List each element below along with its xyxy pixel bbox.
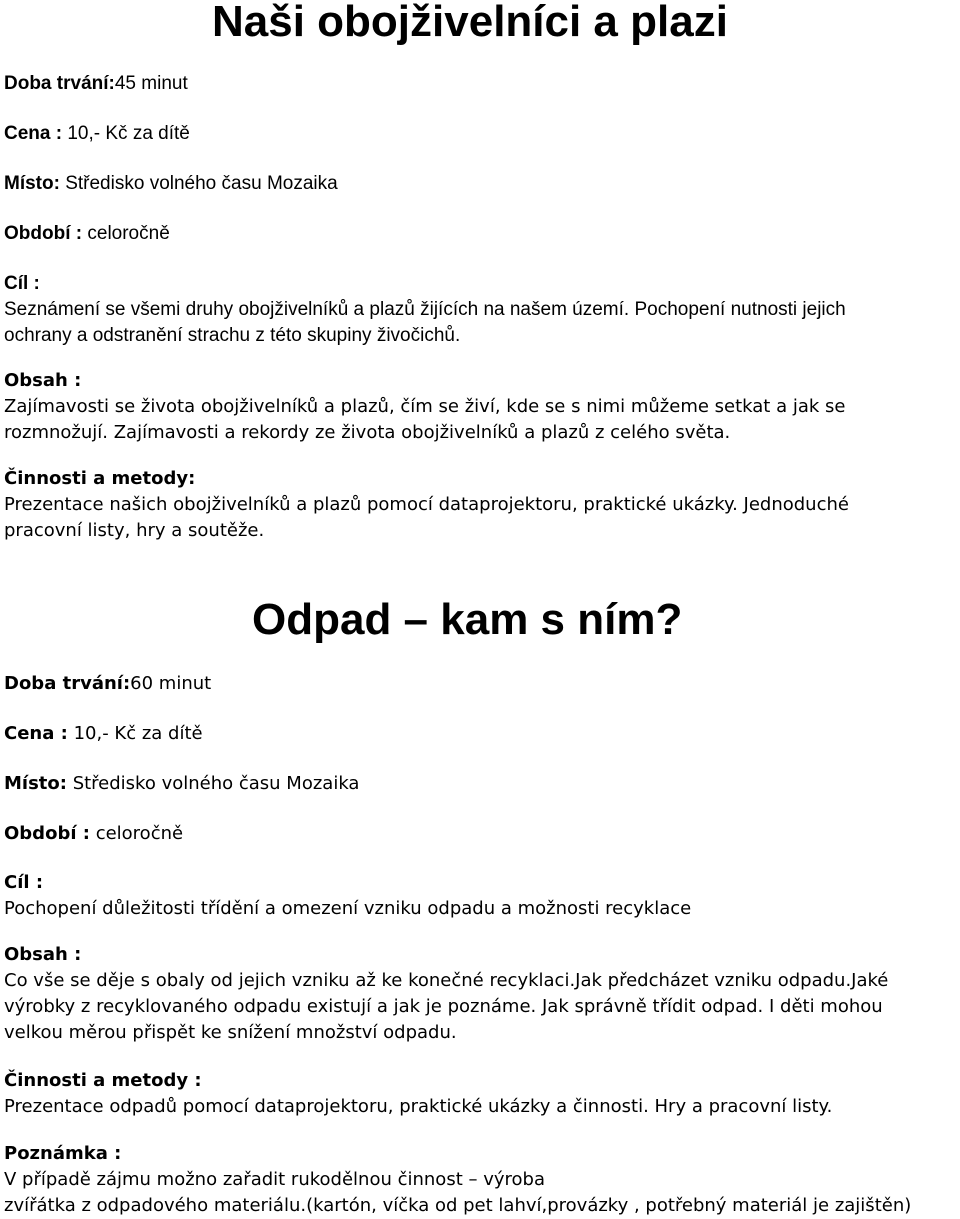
period-value: celoročně (82, 223, 170, 244)
place-row (4, 171, 338, 197)
duration-label: Doba trvání: (4, 73, 115, 94)
note-line: zvířátka z odpadového materiálu.(kartón, víčka od pet lahví,provázky , potřebný materiál je zajištěn) (4, 1195, 912, 1216)
price-row (4, 721, 203, 747)
goal-line: ochrany a odstranění strachu z této skupiny živočichů. (4, 325, 461, 346)
goal-block (4, 271, 960, 349)
goal-label: Cíl : (4, 872, 44, 893)
content-line: Co vše se děje s obaly od jejich vzniku až ke konečné recyklaci.Jak předcházet vzniku odpadu.Jaké (4, 970, 889, 991)
duration-value: 60 minut (130, 673, 212, 694)
content-label: Obsah : (4, 944, 82, 965)
content-line: Zajímavosti se života obojživelníků a plazů, čím se živí, kde se s nimi můžeme setkat a jak se (4, 396, 846, 417)
note-line: V případě zájmu možno zařadit rukodělnou činnost – výroba (4, 1169, 545, 1190)
period-label: Období : (4, 823, 90, 844)
goal-label: Cíl : (4, 273, 40, 294)
price-label: Cena : (4, 723, 68, 744)
period-row (4, 821, 183, 847)
place-row (4, 771, 359, 797)
page-title-waste: Odpad – kam s ním? (252, 595, 683, 644)
place-value: Středisko volného času Mozaika (59, 173, 338, 194)
content-label: Obsah : (4, 370, 82, 391)
price-value: 10,- Kč za dítě (67, 723, 203, 744)
goal-line: Pochopení důležitosti třídění a omezení vzniku odpadu a možnosti recyklace (4, 898, 692, 919)
activities-label: Činnosti a metody: (4, 468, 196, 489)
place-label: Místo: (4, 773, 67, 794)
duration-value: 45 minut (114, 73, 188, 94)
content-block (4, 942, 960, 1046)
content-block (4, 368, 960, 446)
price-value: 10,- Kč za dítě (62, 123, 190, 144)
content-line: velkou měrou přispět ke snížení množství odpadu. (4, 1022, 457, 1043)
goal-block (4, 870, 960, 922)
page-title-amphibians: Naši obojživelníci a plazi (212, 0, 728, 46)
place-value: Středisko volného času Mozaika (66, 773, 360, 794)
activities-line: pracovní listy, hry a soutěže. (4, 520, 265, 541)
duration-row (4, 71, 188, 97)
period-value: celoročně (89, 823, 184, 844)
content-line: rozmnožují. Zajímavosti a rekordy ze života obojživelníků a plazů z celého světa. (4, 422, 731, 443)
price-row (4, 121, 190, 147)
activities-line: Prezentace našich obojživelníků a plazů pomocí dataprojektoru, praktické ukázky. Jednoduché (4, 494, 849, 515)
activities-block (4, 1068, 960, 1120)
duration-row (4, 671, 211, 697)
note-label: Poznámka : (4, 1143, 122, 1164)
period-label: Období : (4, 223, 83, 244)
content-line: výrobky z recyklovaného odpadu existují a jak je poznáme. Jak správně třídit odpad. I děti mohou (4, 996, 883, 1017)
place-label: Místo: (4, 173, 60, 194)
goal-line: Seznámení se všemi druhy obojživelníků a plazů žijících na našem území. Pochopení nutnosti jejich (4, 299, 846, 320)
period-row (4, 221, 170, 247)
activities-block (4, 466, 960, 544)
activities-label: Činnosti a metody : (4, 1070, 202, 1091)
duration-label: Doba trvání: (4, 673, 131, 694)
note-block (4, 1141, 960, 1219)
price-label: Cena : (4, 123, 63, 144)
activities-line: Prezentace odpadů pomocí dataprojektoru, praktické ukázky a činnosti. Hry a pracovní listy. (4, 1096, 833, 1117)
